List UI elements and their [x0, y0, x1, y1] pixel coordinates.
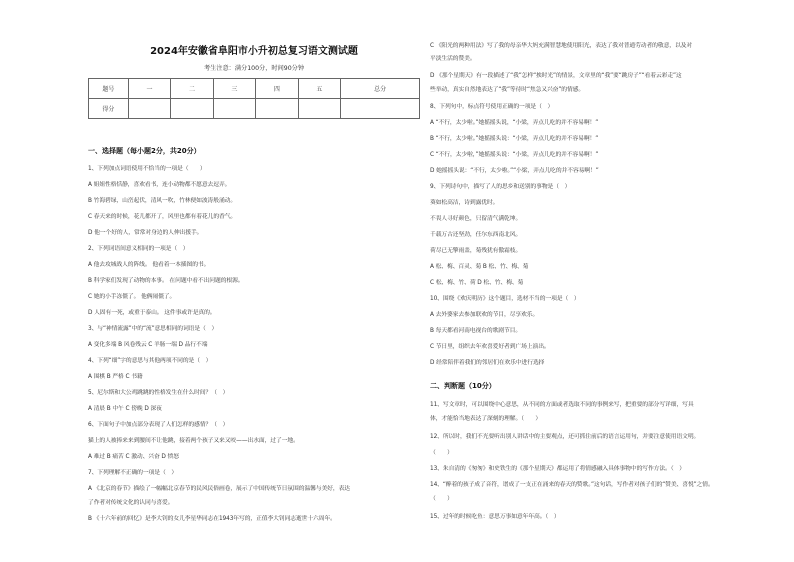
question-line: C 松、梅、竹、荷 D 松、竹、梅、菊	[430, 280, 524, 286]
question-line: 2、下列词语间意义相同的一项是（ ）	[88, 246, 189, 252]
table-cell: 三	[213, 79, 255, 99]
score-field[interactable]	[213, 99, 255, 119]
table-row	[89, 79, 420, 99]
question-line: 3、与“神情流露”中的“流”意思相同的词语是（ ）	[88, 326, 218, 332]
poem-line: 葵如松高洁，诗到露优时。	[430, 200, 499, 206]
poem-line: 千载万古还坚劲，任尔东西南北风。	[430, 232, 522, 238]
question-line: 1、下列加点词语使用不恰当的一项是（ ）	[88, 166, 206, 172]
question-line: C 春天来的时候，花儿都开了，风里也都有着花儿的香气。	[88, 214, 237, 220]
poem-line: 不畏人寻好颜色，只留清气满乾坤。	[430, 216, 522, 222]
table-cell: 一	[128, 79, 170, 99]
question-line: D 人固有一死，或重于泰山。 这件事或许是真的。	[88, 310, 216, 316]
score-table	[88, 78, 420, 119]
question-line: 猫上的人被捧来来到腰间不让他跳，接着两个孩子又来又咬——出水面，过了一地。	[88, 438, 299, 444]
score-field[interactable]	[171, 99, 213, 119]
score-field[interactable]	[128, 99, 170, 119]
question-line: A 围棋 B 严格 C 书籍	[88, 374, 143, 380]
question-line: D 他一个好的人，常常对身边的人伸出援手。	[88, 230, 203, 236]
question-line: C “不行，太少啦，”她摇摇头说：“小梁，弄点儿吃的并不容易啊！”	[430, 152, 599, 158]
table-cell: 二	[171, 79, 213, 99]
table-cell: 总分	[341, 79, 420, 99]
question-line: 14、“醉着的孩子成了音符，谱成了一支正在涌来的春天的赞歌。”这句话，写作者对孩子们的“赞美、喜悦”之情。	[430, 482, 714, 488]
question-line: 7、下列理解不正确的一项是（ ）	[88, 470, 178, 476]
question-line: 平淡生活的赞美。	[430, 56, 476, 62]
question-line: 5、尼尔斯和大公鸡跳跳的性格发生在什么时间？（ ）	[88, 390, 229, 396]
question-line: 12、所以时，我们不光要听出别人讲话中的主要观点，还可抓住前后的语言运用句，并要注意使用语文明。	[430, 434, 700, 440]
question-line: A 姐姐性格恬静，喜欢看书，连小动物都不愿意去逗弄。	[88, 182, 231, 188]
question-line: 11、写文章时，可以围绕中心意思，从不同的方面或者选取不同的事例来写，把重要的部分写详细，写具	[430, 402, 694, 408]
score-field[interactable]	[341, 99, 420, 119]
question-line: 4、下列“细”字的意思与其他两项不同的是（ ）	[88, 358, 212, 364]
question-line: A 清晨 B 中午 C 傍晚 D 深夜	[88, 406, 162, 412]
poem-line: 荷尽已无擎雨盖，菊残犹有傲霜枝。	[430, 248, 522, 254]
section-heading: 二、判断题（10分）	[430, 382, 496, 390]
question-line: 体，才能恰当地表达了深刻的理解。（ ）	[430, 416, 542, 422]
question-line: D 经常陪伴着我们的邻居们在欢乐中进行选择	[430, 360, 545, 366]
question-line: （ ）	[430, 450, 453, 456]
table-cell: 五	[298, 79, 340, 99]
question-line: 了作者对传统文化的认同与喜爱。	[88, 500, 174, 506]
question-line: 8、下列句中，标点符号使用正确的一项是（ ）	[430, 104, 554, 110]
table-row	[89, 99, 420, 119]
question-line: 9、下列诗句中，描写了人的思乡和送别的事物是（ ）	[430, 184, 571, 190]
table-cell: 题号	[89, 79, 129, 99]
question-line: B 科学家们发现了动物的本事。 在问题中看不出问题的根源。	[88, 278, 244, 284]
question-line: 10、围绕《欢庆明历》这个题目，选材不当的一项是（ ）	[430, 296, 580, 302]
question-line: B “不行，太少啦。”她摇摇头说：“小梁，弄点儿吃的并不容易啊！”	[430, 136, 599, 142]
question-line: B 《十六年前的回忆》是李大钊的女儿李星华同志在1943年写的，正值李大钊同志逝世十六周年。	[88, 516, 336, 522]
question-line: D 《那个星期天》有一段描述了“我”怎样“挨时光”的情景，文章里的“我”要“跳房子”“看着云彩走”这	[430, 73, 682, 79]
question-line: （ ）	[430, 496, 453, 502]
question-line: A “不行，太少啦。”她摇摇头说，“小梁，弄点儿吃的并不容易啊！”	[430, 120, 599, 126]
table-cell: 得分	[89, 99, 129, 119]
exam-note: 考生注意：满分100分，时间90分钟	[203, 65, 305, 72]
question-line: 13、朱自清的《匆匆》和史铁生的《那个星期天》都运用了将情感融入具体事物中的写作方法。（ ）	[430, 466, 685, 472]
question-line: 些举动，真实自然地表达了“我”等待时“焦急又兴奋”的情感。	[430, 87, 585, 93]
question-line: A 去外婆家去参加联欢的节目，尽享欢乐。	[430, 312, 539, 318]
question-line: A 松、梅、百灵、菊 B 松、竹、梅、菊	[430, 264, 529, 270]
question-line: A 《北京的春节》描绘了一幅幅北京春节的民风民俗画卷，展示了中国传统节日氛围的温馨与美好，表达	[88, 486, 350, 492]
question-line: C 节日里，组织去年欢喜爱好者到广场上演出。	[430, 344, 550, 350]
score-field[interactable]	[256, 99, 298, 119]
question-line: B 每天都看河南电视台的歌剧节目。	[430, 328, 522, 334]
question-line: B 竹海碧绿，山峦起伏，清风一吹，竹林便如波涛般涌动。	[88, 198, 237, 204]
question-line: D 她摇摇头说：“不行，太少啦。”“小梁，弄点儿吃的并不容易啊！”	[430, 168, 599, 174]
score-field[interactable]	[298, 99, 340, 119]
question-line: 15、过年的时候吃鱼：意思万事如意年年高。（ ）	[430, 514, 560, 520]
question-line: A 他去攻城战人的阵线。 他看着一本插图的书。	[88, 262, 210, 268]
question-line: A 难过 B 痛苦 C 激动、兴奋 D 愤怒	[88, 454, 179, 460]
page-title: 2024年安徽省阜阳市小升初总复习语文测试题	[150, 46, 358, 57]
section-heading: 一、选择题（每小题2分，共20分）	[88, 147, 201, 155]
table-cell: 四	[256, 79, 298, 99]
question-line: C 她的小手冻僵了。 他俩闹僵了。	[88, 294, 176, 300]
question-line: A 变化多端 B 风卷残云 C 羊肠一端 D 品行不端	[88, 342, 208, 348]
question-line: 6、下面句子中加点部分表现了人们怎样的感情？（ ）	[88, 422, 229, 428]
question-line: C 《阳光的两种用法》写了我的母亲华大妈充满智慧地使用阳光，表达了我对普通劳动者的敬意，以及对	[430, 43, 693, 49]
